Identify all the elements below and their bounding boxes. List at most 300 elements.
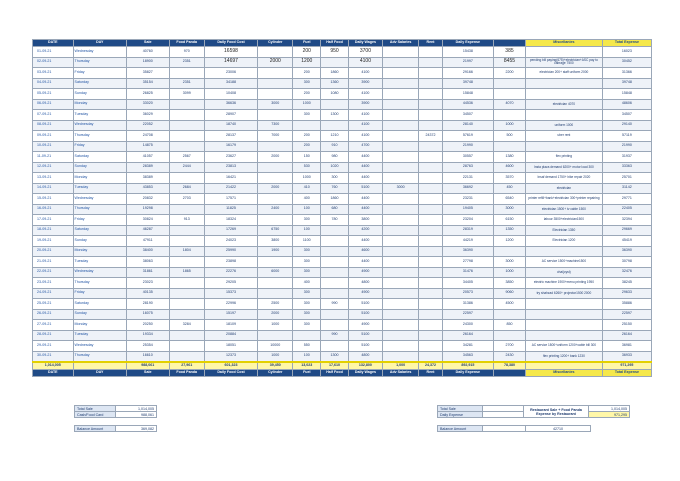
cell-adv <box>383 246 419 257</box>
cell-half: 1080 <box>321 89 349 100</box>
cell-sale: 38389 <box>126 173 169 184</box>
col-adv-salaries: Adv Salaries <box>383 40 419 47</box>
cell-fuel: 400 <box>293 278 321 289</box>
expense-sheet <box>32 39 652 377</box>
cell-adv <box>383 320 419 331</box>
cell-exp: 15848 <box>442 89 493 100</box>
cell-misc: 2430 <box>493 351 525 362</box>
cell-day: Monday <box>73 173 126 184</box>
cell-date: 21-09-21 <box>33 257 74 268</box>
table-row <box>33 120 652 131</box>
col-cylinder: Cylinder <box>258 40 293 47</box>
cell-day: Thursday <box>73 351 126 362</box>
cell-rent <box>419 162 442 173</box>
cell-total: 25701 <box>602 173 651 184</box>
cell-note: flex printing 1200+ bank 1230 <box>525 351 602 362</box>
cell-half <box>321 309 349 320</box>
cell-note: AC service 1800+uniform 1200+cable bill 300 <box>525 341 602 352</box>
cell-note: uniform 1000 <box>525 120 602 131</box>
cell-note: Insta plaza demand 6200+ motor load 300 <box>525 162 602 173</box>
balance2-label: Balance Amount <box>438 426 483 432</box>
cell-exp: 34281 <box>442 341 493 352</box>
cell-rent <box>419 68 442 79</box>
cell-fuel: 300 <box>293 320 321 331</box>
cell-fp <box>169 131 204 142</box>
table-row <box>33 89 652 100</box>
cell-rent <box>419 215 442 226</box>
cell-date: 10-09-21 <box>33 141 74 152</box>
cell-exp: 22597 <box>442 309 493 320</box>
total-sale2-label: Total Sale <box>438 406 483 412</box>
cell-note: printer refill+bank+electrician 300+printer repairing <box>525 194 602 205</box>
cell-rent <box>419 341 442 352</box>
cell-rent <box>419 236 442 247</box>
cell-fp <box>169 236 204 247</box>
total-food-cost: 601,323 <box>204 362 257 370</box>
cell-adv <box>383 99 419 110</box>
cell-sale: 38400 <box>126 246 169 257</box>
cell-exp: 23231 <box>442 194 493 205</box>
cell-total: 25150 <box>602 320 651 331</box>
cell-misc: 2200 <box>493 68 525 79</box>
cell-date: 06-09-21 <box>33 99 74 110</box>
cell-misc <box>493 110 525 121</box>
cell-note: chai(cyst) <box>525 267 602 278</box>
cell-wages: 4400 <box>348 204 382 215</box>
cell-half: 1860 <box>321 194 349 205</box>
foot-food-cost: Daily Food Cost <box>204 370 257 377</box>
cell-adv <box>383 68 419 79</box>
cell-adv <box>383 341 419 352</box>
cell-exp: 20573 <box>442 288 493 299</box>
col-day: DAY <box>73 40 126 47</box>
cell-fp <box>169 225 204 236</box>
cell-adv <box>383 309 419 320</box>
cell-wages: 3900 <box>348 99 382 110</box>
cell-rent <box>419 225 442 236</box>
cell-fuel <box>293 330 321 341</box>
cell-note <box>525 309 602 320</box>
cell-sale: 35154 <box>126 78 169 89</box>
cell-fuel: 200 <box>293 68 321 79</box>
table-row <box>33 57 652 68</box>
cell-note: Electrician 1350 <box>525 225 602 236</box>
cell-day: Saturday <box>73 225 126 236</box>
cell-adv <box>383 78 419 89</box>
cell-rent <box>419 309 442 320</box>
cell-cyl: 7300 <box>258 120 293 131</box>
cell-half: 300 <box>321 173 349 184</box>
cell-half: 1860 <box>321 68 349 79</box>
cell-adv <box>383 330 419 341</box>
cell-rent <box>419 330 442 341</box>
cell-exp: 34563 <box>442 351 493 362</box>
cell-rent <box>419 120 442 131</box>
cell-sale: 40760 <box>126 47 169 58</box>
cell-adv: 3000 <box>383 183 419 194</box>
cell-misc: 850 <box>493 320 525 331</box>
cell-day: Wednesday <box>73 341 126 352</box>
summary-right <box>437 405 630 432</box>
cell-note: Insaf demand 1750+ bike repair 2020 <box>525 173 602 184</box>
cell-adv <box>383 89 419 100</box>
cell-day: Saturday <box>73 78 126 89</box>
cell-fp <box>169 330 204 341</box>
cell-wages: 4400 <box>348 162 382 173</box>
cell-fp: 2444 <box>169 162 204 173</box>
cell-half: 1300 <box>321 351 349 362</box>
cell-misc: 1000 <box>493 267 525 278</box>
expense-table <box>32 39 652 377</box>
table-row <box>33 309 652 320</box>
cell-fp <box>169 110 204 121</box>
table-row <box>33 246 652 257</box>
total-total: 971,295 <box>602 362 651 370</box>
total-fuel: 13,023 <box>293 362 321 370</box>
total-rent: 24,372 <box>419 362 442 370</box>
cell-adv <box>383 110 419 121</box>
cell-adv <box>383 120 419 131</box>
cell-adv <box>383 47 419 58</box>
cell-fuel <box>293 120 321 131</box>
cell-food: 28137 <box>204 131 257 142</box>
cell-rent <box>419 183 442 194</box>
cell-misc: 4600 <box>493 162 525 173</box>
cell-exp: 34507 <box>442 110 493 121</box>
foot-date: DATE <box>33 370 74 377</box>
cell-day: Thursday <box>73 57 126 68</box>
cell-fp <box>169 278 204 289</box>
foot-day: DAY <box>73 370 126 377</box>
cell-wages: 3700 <box>348 47 382 58</box>
cell-rent <box>419 278 442 289</box>
cell-total: 36933 <box>602 351 651 362</box>
cell-sale: 40135 <box>126 288 169 299</box>
col-date: DATE <box>33 40 74 47</box>
cell-exp: 44536 <box>442 99 493 110</box>
col-miscellanies: Miscellanies <box>525 40 602 47</box>
cell-sale: 33020 <box>126 99 169 110</box>
cell-adv <box>383 225 419 236</box>
cell-date: 28-09-21 <box>33 330 74 341</box>
cell-day: Sunday <box>73 236 126 247</box>
cell-cyl: 3800 <box>258 236 293 247</box>
cell-date: 26-09-21 <box>33 309 74 320</box>
cell-fuel: 300 <box>293 288 321 299</box>
cell-day: Friday <box>73 141 126 152</box>
cell-misc: 3570 <box>493 173 525 184</box>
cell-exp: 31386 <box>442 299 493 310</box>
cell-day: Thursday <box>73 131 126 142</box>
col-daily-food-cost: Daily Food Cost <box>204 40 257 47</box>
cell-rent <box>419 47 442 58</box>
cell-exp: 21990 <box>442 141 493 152</box>
cell-sale: 46287 <box>126 225 169 236</box>
cell-date: 18-09-21 <box>33 225 74 236</box>
cell-fuel: 300 <box>293 309 321 320</box>
cell-sale: 20250 <box>126 320 169 331</box>
cell-misc <box>493 141 525 152</box>
cell-wages: 5100 <box>348 341 382 352</box>
cell-total: 31142 <box>602 183 651 194</box>
cell-food: 16598 <box>204 47 257 58</box>
cell-date: 15-09-21 <box>33 194 74 205</box>
cell-misc: 500 <box>493 131 525 142</box>
total-adv: 1,000 <box>383 362 419 370</box>
cell-day: Saturday <box>73 299 126 310</box>
cell-fp: 2684 <box>169 183 204 194</box>
cell-cyl: 10000 <box>258 341 293 352</box>
cell-adv <box>383 173 419 184</box>
foot-wages: Daily Wages <box>348 370 382 377</box>
cell-fuel: 200 <box>293 131 321 142</box>
table-row <box>33 278 652 289</box>
cell-misc: 9060 <box>493 288 525 299</box>
cell-total: 33363 <box>602 162 651 173</box>
cell-wages: 5100 <box>348 330 382 341</box>
cell-cyl <box>258 68 293 79</box>
cell-food: 36636 <box>204 99 257 110</box>
total-exp: 892,915 <box>442 362 493 370</box>
restaurant-heading: Restaurant Sale + Food Panda Expense by Restaurant <box>524 406 589 418</box>
cell-rent <box>419 351 442 362</box>
cell-note <box>525 320 602 331</box>
cell-total: 31937 <box>602 152 651 163</box>
cell-sale: 19298 <box>126 204 169 215</box>
cell-cyl <box>258 330 293 341</box>
cell-exp: 28763 <box>442 162 493 173</box>
cell-fp: 3099 <box>169 89 204 100</box>
cell-cyl <box>258 110 293 121</box>
cell-food: 20884 <box>204 330 257 341</box>
cell-total: 29669 <box>602 225 651 236</box>
cell-half <box>321 120 349 131</box>
table-row <box>33 47 652 58</box>
cell-fp <box>169 288 204 299</box>
cell-half: 1300 <box>321 110 349 121</box>
cell-day: Wednesday <box>73 47 126 58</box>
cell-day: Wednesday <box>73 267 126 278</box>
cell-rent <box>419 110 442 121</box>
col-daily-wages: Daily Wages <box>348 40 382 47</box>
cell-cyl <box>258 194 293 205</box>
cell-rent: 24372 <box>419 131 442 142</box>
table-row <box>33 162 652 173</box>
cell-cyl <box>258 89 293 100</box>
cell-cyl: 2400 <box>258 204 293 215</box>
cell-half: 1360 <box>321 78 349 89</box>
cell-misc: 1350 <box>493 225 525 236</box>
cell-day: Sunday <box>73 309 126 320</box>
cell-day: Friday <box>73 215 126 226</box>
table-row <box>33 141 652 152</box>
cell-cyl: 7000 <box>258 131 293 142</box>
table-row <box>33 267 652 278</box>
cell-note <box>525 141 602 152</box>
total-sale: 1,014,005 <box>33 362 74 370</box>
cell-fuel: 550 <box>293 341 321 352</box>
table-row <box>33 110 652 121</box>
cell-food: 10408 <box>204 89 257 100</box>
cell-cyl <box>258 215 293 226</box>
cell-wages: 3800 <box>348 215 382 226</box>
cell-half <box>321 99 349 110</box>
cell-wages: 4800 <box>348 278 382 289</box>
table-row <box>33 288 652 299</box>
cell-total: 15848 <box>602 89 651 100</box>
cell-total: 16023 <box>602 47 651 58</box>
cell-day: Wednesday <box>73 120 126 131</box>
cell-adv <box>383 351 419 362</box>
cell-food: 25990 <box>204 246 257 257</box>
table-row <box>33 68 652 79</box>
foot-cylinder: Cylinder <box>258 370 293 377</box>
cell-half: 1210 <box>321 131 349 142</box>
cell-half: 780 <box>321 215 349 226</box>
cell-fp <box>169 120 204 131</box>
total-cash: 988,061 <box>126 362 169 370</box>
total-sale-value: 1,014,005 <box>116 406 157 412</box>
foot-sale: Sale <box>126 370 169 377</box>
cell-day: Sunday <box>73 89 126 100</box>
cell-total: 36390 <box>602 246 651 257</box>
cell-cyl <box>258 257 293 268</box>
cell-cyl: 1000 <box>258 320 293 331</box>
cell-rent <box>419 89 442 100</box>
cell-fp: 2351 <box>169 57 204 68</box>
col-misc-value <box>493 40 525 47</box>
cell-exp: 15438 <box>442 47 493 58</box>
cell-date: 19-09-21 <box>33 236 74 247</box>
cell-fp: 913 <box>169 215 204 226</box>
cell-fp <box>169 299 204 310</box>
cell-note: uber rent <box>525 131 602 142</box>
cell-exp: 24300 <box>442 320 493 331</box>
cell-sale: 35827 <box>126 68 169 79</box>
cell-adv <box>383 194 419 205</box>
cell-note <box>525 78 602 89</box>
cell-cyl: 3000 <box>258 99 293 110</box>
cell-rent <box>419 204 442 215</box>
cell-date: 16-09-21 <box>33 204 74 215</box>
cell-fuel: 200 <box>293 141 321 152</box>
cell-rent <box>419 299 442 310</box>
foot-exp: Daily Expense <box>442 370 493 377</box>
cell-half: 990 <box>321 299 349 310</box>
cell-exp: 22131 <box>442 173 493 184</box>
balance-label: Balance Amount <box>75 426 116 432</box>
cell-date: 17-09-21 <box>33 215 74 226</box>
cell-total: 35886 <box>602 299 651 310</box>
cell-sale: 47911 <box>126 236 169 247</box>
cell-sale: 16075 <box>126 309 169 320</box>
cell-sale: 22052 <box>126 120 169 131</box>
table-row <box>33 131 652 142</box>
cell-fuel: 300 <box>293 267 321 278</box>
cell-total: 29633 <box>602 288 651 299</box>
cell-half <box>321 267 349 278</box>
cell-fuel: 1000 <box>293 99 321 110</box>
cell-food: 34188 <box>204 78 257 89</box>
cell-wages: 4100 <box>348 120 382 131</box>
cell-note <box>525 110 602 121</box>
total-wages: 132,800 <box>348 362 382 370</box>
table-row <box>33 236 652 247</box>
cell-rent <box>419 246 442 257</box>
cell-rent <box>419 57 442 68</box>
cell-day: Wednesday <box>73 194 126 205</box>
table-row <box>33 351 652 362</box>
cell-misc: 1000 <box>493 120 525 131</box>
cell-rent <box>419 257 442 268</box>
cell-total: 38245 <box>602 278 651 289</box>
cell-wages: 4900 <box>348 288 382 299</box>
balance-value: 369,082 <box>116 426 157 432</box>
table-row <box>33 215 652 226</box>
cell-cyl <box>258 288 293 299</box>
cell-date: 24-09-21 <box>33 288 74 299</box>
cell-fuel: 300 <box>293 257 321 268</box>
cell-food: 22996 <box>204 299 257 310</box>
cell-exp: 31476 <box>442 267 493 278</box>
cell-half <box>321 246 349 257</box>
balance2-value: 42710 <box>526 426 591 432</box>
restaurant-value1: 1,014,005 <box>589 406 630 412</box>
col-rent: Rent <box>419 40 442 47</box>
cell-day: Monday <box>73 320 126 331</box>
cell-note: try shahzad 6260+ projector1500 2000 <box>525 288 602 299</box>
col-foodpanda: Food Panda <box>169 40 204 47</box>
cell-misc: 4500 <box>493 299 525 310</box>
table-row <box>33 341 652 352</box>
table-row <box>33 299 652 310</box>
cell-exp: 28140 <box>442 120 493 131</box>
cell-cyl: 2000 <box>258 309 293 320</box>
cell-exp: 34405 <box>442 278 493 289</box>
cell-half <box>321 225 349 236</box>
cell-note: pending bill paying(675)+electrician+ASC pay to cabrage 7500 <box>525 57 602 68</box>
total-foodpanda: 27,961 <box>169 362 204 370</box>
cell-day: Saturday <box>73 152 126 163</box>
cell-sale: 23023 <box>126 278 169 289</box>
table-row <box>33 152 652 163</box>
cell-fuel: 150 <box>293 152 321 163</box>
cell-exp: 29166 <box>442 68 493 79</box>
cell-misc: 3000 <box>493 204 525 215</box>
cell-food: 22276 <box>204 267 257 278</box>
cell-sale: 20832 <box>126 194 169 205</box>
cell-cyl: 2000 <box>258 57 293 68</box>
cell-food: 24023 <box>204 236 257 247</box>
cell-total: 29771 <box>602 194 651 205</box>
cell-note: AC service 1500+machine1500 <box>525 257 602 268</box>
cell-fuel: 200 <box>293 47 321 58</box>
cell-exp: 44219 <box>442 236 493 247</box>
cell-food: 15373 <box>204 288 257 299</box>
cell-total: 36981 <box>602 341 651 352</box>
cell-total: 34507 <box>602 110 651 121</box>
cell-rent <box>419 320 442 331</box>
cell-date: 23-09-21 <box>33 278 74 289</box>
cell-date: 07-09-21 <box>33 110 74 121</box>
cell-cyl: 2000 <box>258 152 293 163</box>
table-row <box>33 225 652 236</box>
col-half-food: Half Food <box>321 40 349 47</box>
cell-date: 13-09-21 <box>33 173 74 184</box>
cell-wages: 4400 <box>348 194 382 205</box>
cell-fuel: 300 <box>293 110 321 121</box>
cell-fp: 970 <box>169 47 204 58</box>
